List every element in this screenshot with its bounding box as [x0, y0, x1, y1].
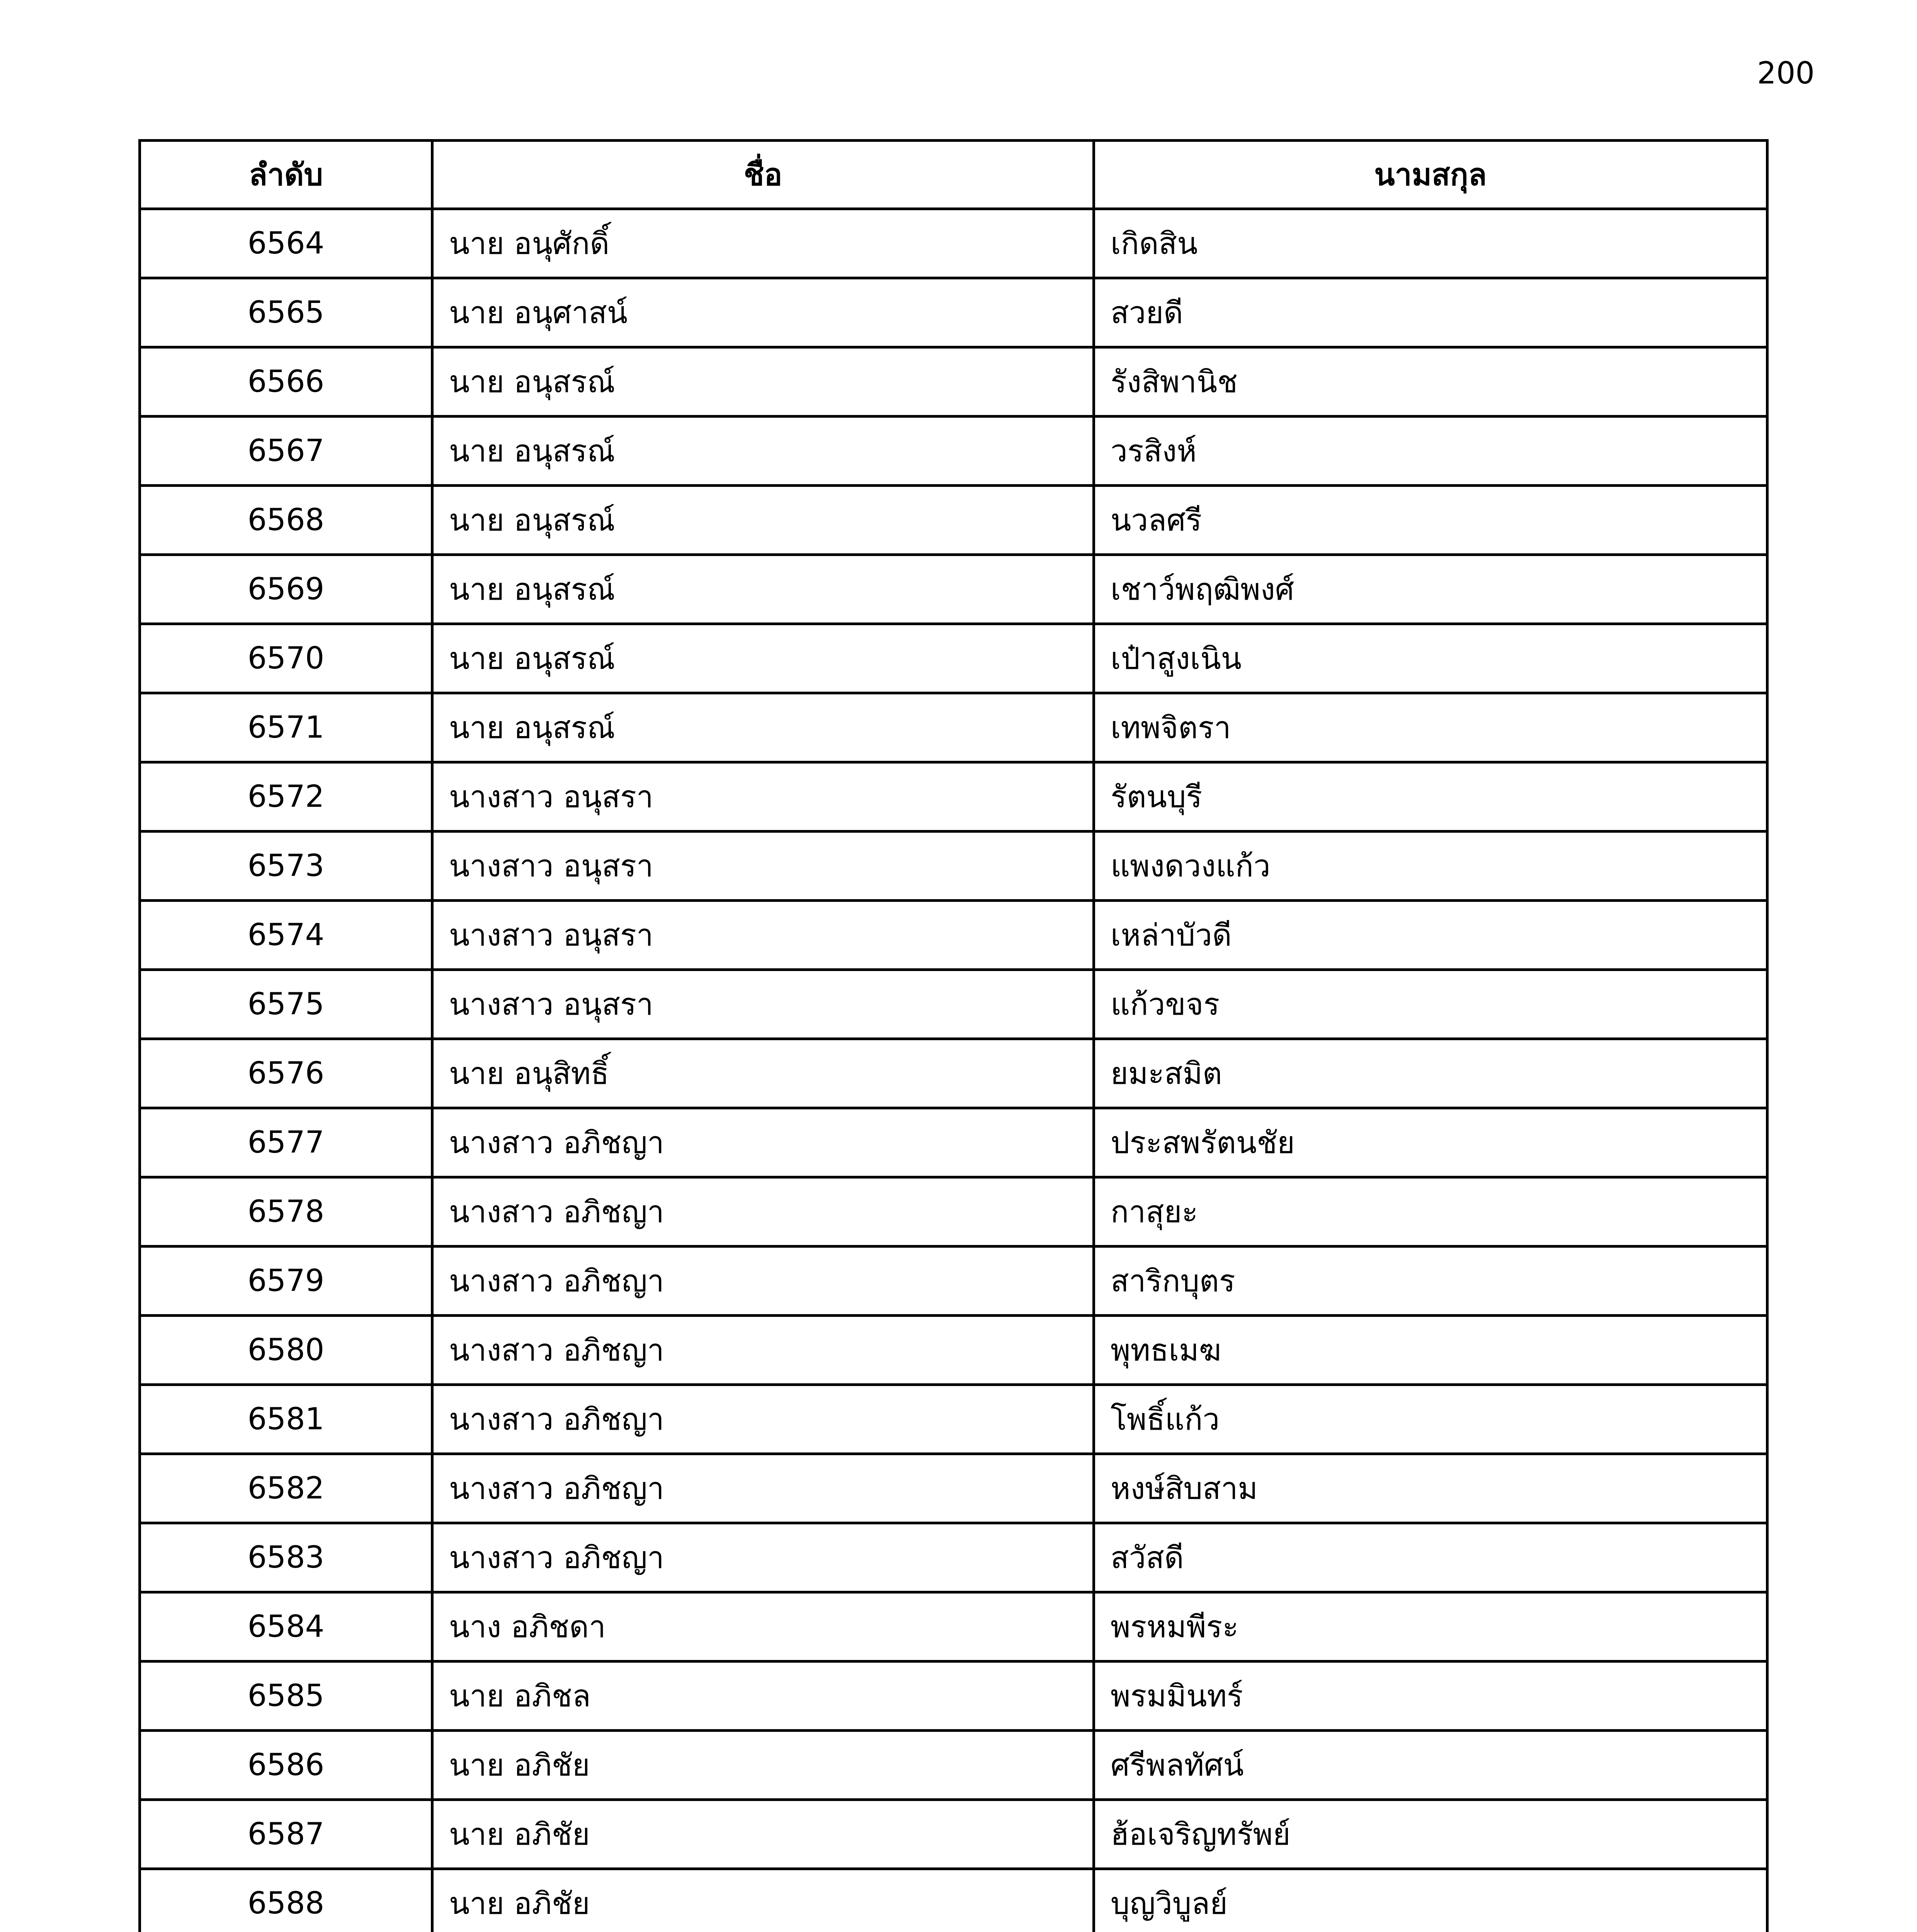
- row-number: 6577: [140, 1108, 432, 1177]
- table-row: [140, 209, 1767, 278]
- table-row: [140, 832, 1767, 901]
- first-name-cell: นาย อนุสรณ์: [432, 624, 1094, 693]
- header-no: ลำดับ: [140, 141, 432, 209]
- row-number: 6587: [140, 1800, 432, 1869]
- row-number: 6564: [140, 209, 432, 278]
- table-row: [140, 1108, 1767, 1177]
- first-name-cell: นาย อนุสรณ์: [432, 555, 1094, 624]
- table-row: [140, 1039, 1767, 1108]
- surname-cell: ประสพรัตนชัย: [1094, 1108, 1767, 1177]
- table-row: [140, 1662, 1767, 1731]
- page-number: 200: [1757, 56, 1815, 91]
- surname-cell: กาสุยะ: [1094, 1177, 1767, 1247]
- table-row: [140, 1316, 1767, 1385]
- surname-cell: เชาว์พฤฒิพงศ์: [1094, 555, 1767, 624]
- table-row: [140, 1385, 1767, 1454]
- surname-cell: เหล่าบัวดี: [1094, 901, 1767, 970]
- surname-cell: รังสิพานิช: [1094, 347, 1767, 417]
- row-number: 6576: [140, 1039, 432, 1108]
- table-row: [140, 486, 1767, 555]
- table-row: [140, 970, 1767, 1039]
- row-number: 6565: [140, 278, 432, 347]
- surname-cell: เทพจิตรา: [1094, 693, 1767, 762]
- surname-cell: สวัสดี: [1094, 1523, 1767, 1592]
- first-name-cell: นาย อนุสรณ์: [432, 417, 1094, 486]
- first-name-cell: นางสาว อนุสรา: [432, 832, 1094, 901]
- surname-cell: หงษ์สิบสาม: [1094, 1454, 1767, 1523]
- roster-table: [138, 139, 1769, 1932]
- surname-cell: สาริกบุตร: [1094, 1247, 1767, 1316]
- table-row: [140, 624, 1767, 693]
- table-row: [140, 417, 1767, 486]
- first-name-cell: นาย อภิชัย: [432, 1800, 1094, 1869]
- surname-cell: พรหมพีระ: [1094, 1592, 1767, 1662]
- table-body: [140, 209, 1767, 1932]
- table-row: [140, 762, 1767, 832]
- row-number: 6582: [140, 1454, 432, 1523]
- table-row: [140, 1592, 1767, 1662]
- table-row: [140, 1177, 1767, 1247]
- surname-cell: วรสิงห์: [1094, 417, 1767, 486]
- first-name-cell: นางสาว อนุสรา: [432, 970, 1094, 1039]
- first-name-cell: นางสาว อภิชญา: [432, 1108, 1094, 1177]
- row-number: 6580: [140, 1316, 432, 1385]
- table-row: [140, 278, 1767, 347]
- row-number: 6585: [140, 1662, 432, 1731]
- first-name-cell: นางสาว อภิชญา: [432, 1523, 1094, 1592]
- first-name-cell: นาย อภิชัย: [432, 1731, 1094, 1800]
- first-name-cell: นาย อนุสิทธิ์: [432, 1039, 1094, 1108]
- header-surname: นามสกุล: [1094, 141, 1767, 209]
- first-name-cell: นางสาว อภิชญา: [432, 1247, 1094, 1316]
- row-number: 6569: [140, 555, 432, 624]
- row-number: 6574: [140, 901, 432, 970]
- row-number: 6584: [140, 1592, 432, 1662]
- first-name-cell: นาย อนุศาสน์: [432, 278, 1094, 347]
- first-name-cell: นางสาว อนุสรา: [432, 901, 1094, 970]
- surname-cell: ฮ้อเจริญทรัพย์: [1094, 1800, 1767, 1869]
- first-name-cell: นางสาว อภิชญา: [432, 1454, 1094, 1523]
- table-row: [140, 555, 1767, 624]
- surname-cell: รัตนบุรี: [1094, 762, 1767, 832]
- row-number: 6575: [140, 970, 432, 1039]
- table-row: [140, 1800, 1767, 1869]
- row-number: 6579: [140, 1247, 432, 1316]
- first-name-cell: นาง อภิชดา: [432, 1592, 1094, 1662]
- row-number: 6571: [140, 693, 432, 762]
- surname-cell: พรมมินทร์: [1094, 1662, 1767, 1731]
- row-number: 6567: [140, 417, 432, 486]
- row-number: 6570: [140, 624, 432, 693]
- row-number: 6566: [140, 347, 432, 417]
- first-name-cell: นาย อภิชล: [432, 1662, 1094, 1731]
- row-number: 6573: [140, 832, 432, 901]
- first-name-cell: นางสาว อภิชญา: [432, 1177, 1094, 1247]
- row-number: 6581: [140, 1385, 432, 1454]
- surname-cell: แพงดวงแก้ว: [1094, 832, 1767, 901]
- table-row: [140, 1869, 1767, 1932]
- table-row: [140, 347, 1767, 417]
- surname-cell: บุญวิบูลย์: [1094, 1869, 1767, 1932]
- surname-cell: นวลศรี: [1094, 486, 1767, 555]
- first-name-cell: นาย อภิชัย: [432, 1869, 1094, 1932]
- first-name-cell: นาย อนุสรณ์: [432, 486, 1094, 555]
- table-row: [140, 901, 1767, 970]
- header-row: [140, 141, 1767, 209]
- first-name-cell: นางสาว อภิชญา: [432, 1316, 1094, 1385]
- row-number: 6578: [140, 1177, 432, 1247]
- first-name-cell: นางสาว อภิชญา: [432, 1385, 1094, 1454]
- surname-cell: พุทธเมฆ: [1094, 1316, 1767, 1385]
- row-number: 6583: [140, 1523, 432, 1592]
- header-name: ชื่อ: [432, 141, 1094, 209]
- surname-cell: เป๋าสูงเนิน: [1094, 624, 1767, 693]
- table-row: [140, 1523, 1767, 1592]
- table-row: [140, 1454, 1767, 1523]
- surname-cell: สวยดี: [1094, 278, 1767, 347]
- first-name-cell: นาย อนุสรณ์: [432, 347, 1094, 417]
- first-name-cell: นาย อนุศักดิ์: [432, 209, 1094, 278]
- table-row: [140, 693, 1767, 762]
- row-number: 6588: [140, 1869, 432, 1932]
- row-number: 6586: [140, 1731, 432, 1800]
- surname-cell: แก้วขจร: [1094, 970, 1767, 1039]
- table-row: [140, 1731, 1767, 1800]
- surname-cell: โพธิ์แก้ว: [1094, 1385, 1767, 1454]
- row-number: 6568: [140, 486, 432, 555]
- row-number: 6572: [140, 762, 432, 832]
- surname-cell: ยมะสมิต: [1094, 1039, 1767, 1108]
- first-name-cell: นาย อนุสรณ์: [432, 693, 1094, 762]
- surname-cell: ศรีพลทัศน์: [1094, 1731, 1767, 1800]
- surname-cell: เกิดสิน: [1094, 209, 1767, 278]
- table-row: [140, 1247, 1767, 1316]
- first-name-cell: นางสาว อนุสรา: [432, 762, 1094, 832]
